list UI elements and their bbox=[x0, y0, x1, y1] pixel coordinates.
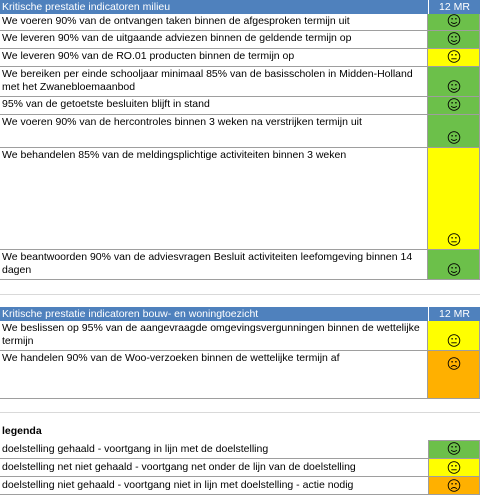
milieu-row-6-status bbox=[428, 148, 480, 250]
milieu-header: Kritische prestatie indicatoren milieu bbox=[0, 0, 428, 14]
milieu-row-4-text: 95% van de getoetste besluiten blijft in stand bbox=[0, 97, 428, 115]
smiley-happy-icon bbox=[447, 263, 460, 276]
milieu-row-7-text: We beantwoorden 90% van de adviesvragen Besluit activiteiten leefomgeving binnen 14 dagen bbox=[0, 250, 428, 280]
smiley-happy-icon bbox=[447, 14, 460, 27]
smiley-sad-icon bbox=[447, 357, 460, 370]
smiley-happy-icon bbox=[448, 442, 461, 455]
milieu-row-6-text: We behandelen 85% van de meldingsplichtige activiteiten binnen 3 weken bbox=[0, 148, 428, 250]
legend-item-2-status bbox=[428, 477, 480, 495]
smiley-sad-icon bbox=[448, 479, 461, 492]
smiley-happy-icon bbox=[447, 80, 460, 93]
smiley-happy-icon bbox=[447, 98, 460, 111]
milieu-period-header: 12 MR bbox=[428, 0, 480, 14]
bouw-period-header: 12 MR bbox=[428, 307, 480, 321]
bouw-row-1-status bbox=[428, 351, 480, 399]
milieu-row-0-status bbox=[428, 14, 480, 31]
milieu-row-0-text: We voeren 90% van de ontvangen taken binnen de afgesproken termijn uit bbox=[0, 14, 428, 31]
legend-item-2-text: doelstelling niet gehaald - voortgang niet in lijn met doelstelling - actie nodig bbox=[0, 477, 428, 495]
smiley-happy-icon bbox=[447, 131, 460, 144]
smiley-neutral-icon bbox=[447, 233, 460, 246]
bouw-row-0-status bbox=[428, 321, 480, 351]
bouw-row-0-text: We beslissen op 95% van de aangevraagde omgevingsvergunningen binnen de wettelijke termijn bbox=[0, 321, 428, 351]
legend-item-1-status bbox=[428, 459, 480, 477]
milieu-row-3-status bbox=[428, 67, 480, 97]
legend-item-0-text: doelstelling gehaald - voortgang in lijn met de doelstelling bbox=[0, 440, 428, 459]
bouw-row-1-text: We handelen 90% van de Woo-verzoeken binnen de wettelijke termijn af bbox=[0, 351, 428, 399]
milieu-row-1-text: We leveren 90% van de uitgaande adviezen binnen de geldende termijn op bbox=[0, 31, 428, 49]
milieu-row-1-status bbox=[428, 31, 480, 49]
smiley-neutral-icon bbox=[448, 461, 461, 474]
milieu-row-3-text: We bereiken per einde schooljaar minimaal 85% van de basisscholen in Midden-Holland met het Zwanebloemaanbod bbox=[0, 67, 428, 97]
smiley-neutral-icon bbox=[447, 50, 460, 63]
legend-title: legenda bbox=[2, 425, 42, 437]
legend-item-1-text: doelstelling net niet gehaald - voortgang net onder de lijn van de doelstelling bbox=[0, 459, 428, 477]
milieu-row-5-status bbox=[428, 115, 480, 148]
bouw-header: Kritische prestatie indicatoren bouw- en woningtoezicht bbox=[0, 307, 428, 321]
milieu-row-2-text: We leveren 90% van de RO.01 producten binnen de termijn op bbox=[0, 49, 428, 67]
milieu-row-5-text: We voeren 90% van de hercontroles binnen 3 weken na verstrijken termijn uit bbox=[0, 115, 428, 148]
milieu-row-2-status bbox=[428, 49, 480, 67]
milieu-row-4-status bbox=[428, 97, 480, 115]
smiley-happy-icon bbox=[447, 32, 460, 45]
divider bbox=[0, 412, 480, 413]
legend-item-0-status bbox=[428, 440, 480, 459]
smiley-neutral-icon bbox=[447, 334, 460, 347]
milieu-row-7-status bbox=[428, 250, 480, 280]
divider bbox=[0, 294, 480, 295]
